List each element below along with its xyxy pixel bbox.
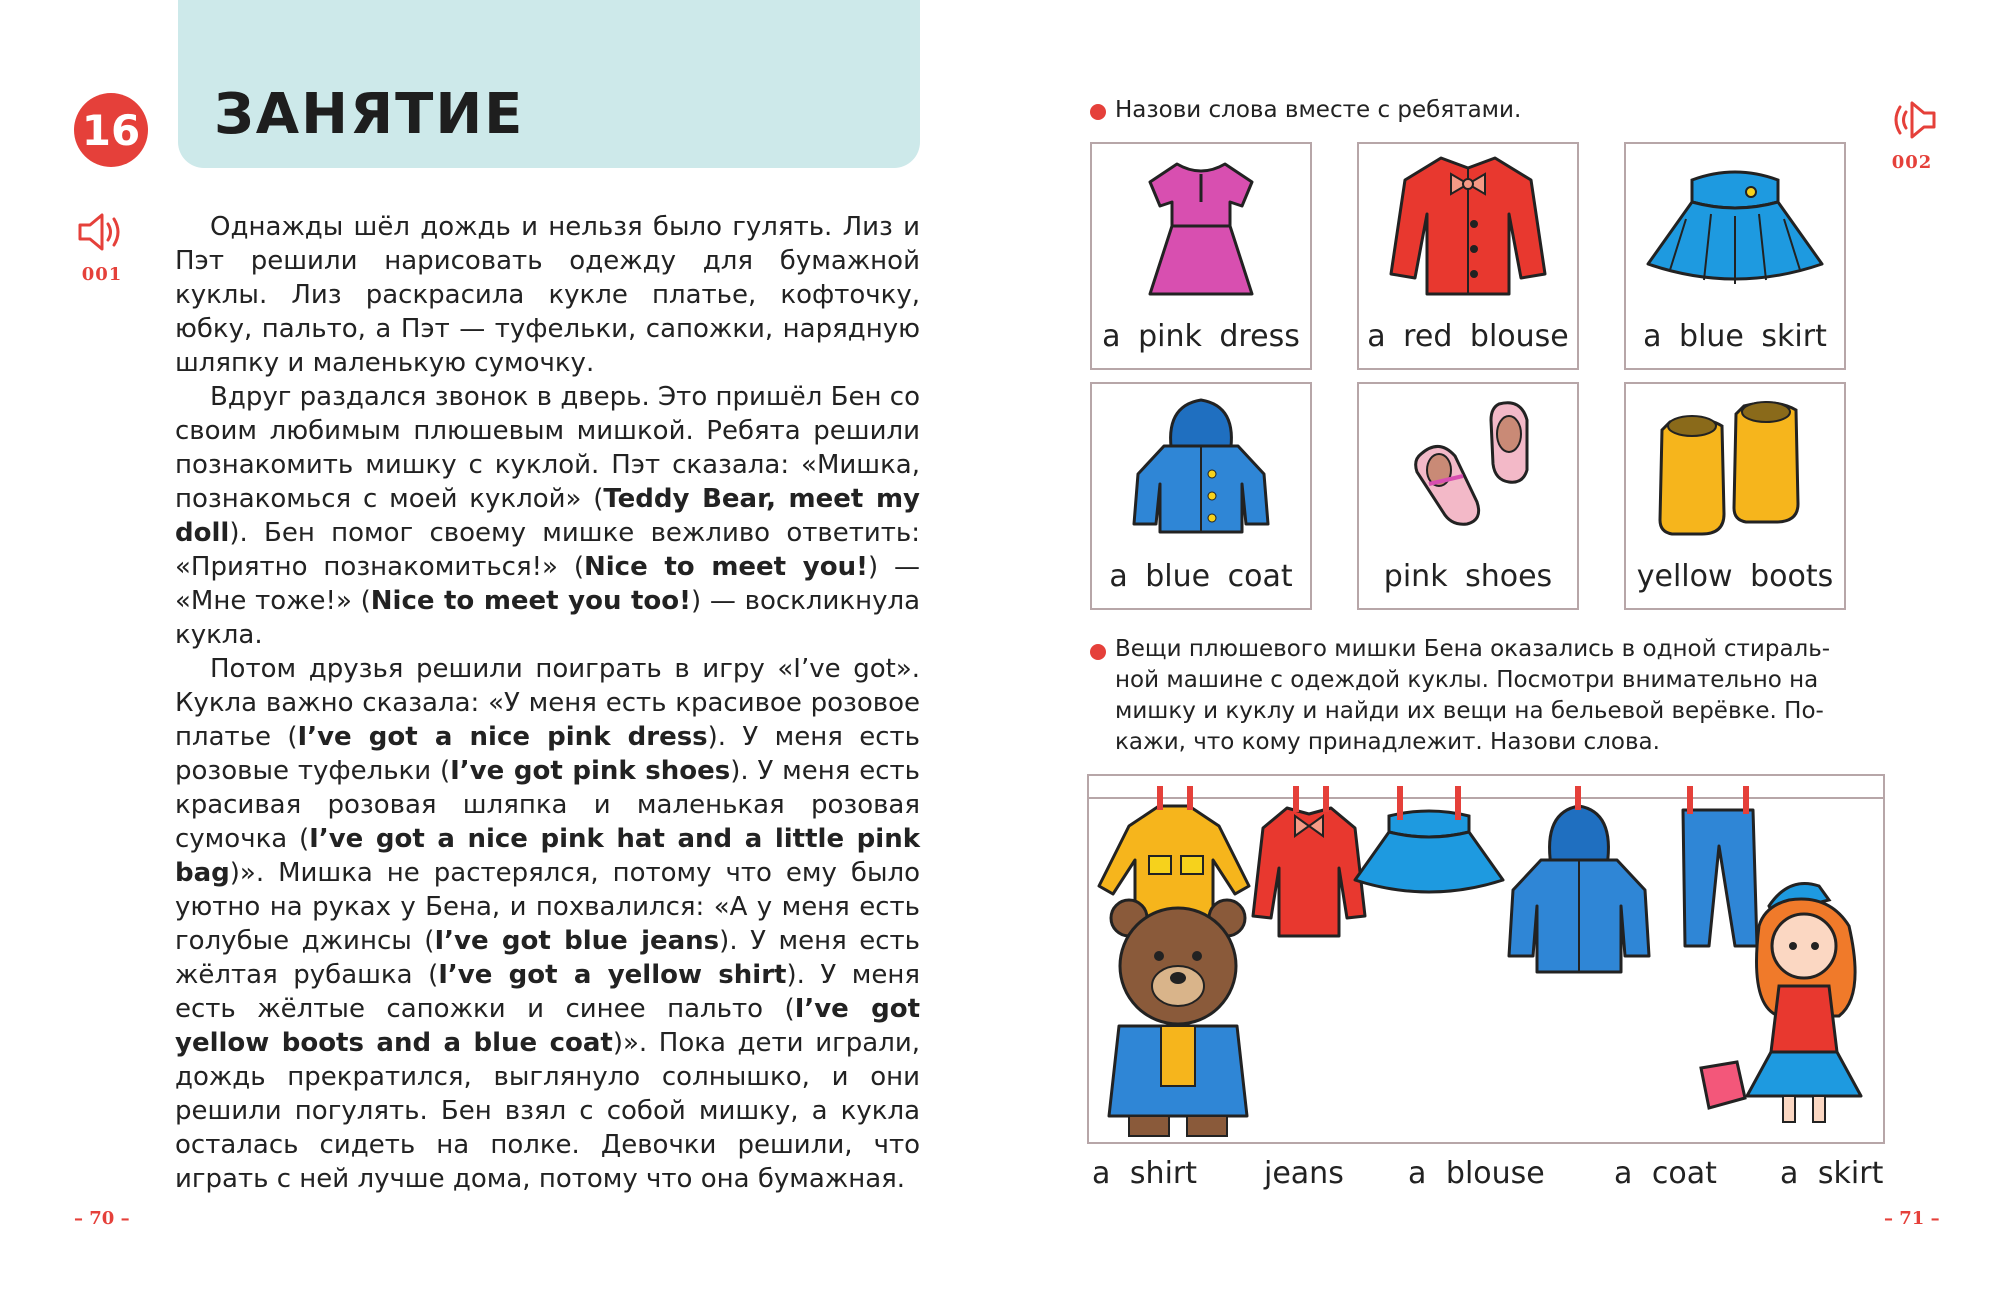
audio-track-number: 002 bbox=[1891, 152, 1933, 173]
doll-icon bbox=[1701, 884, 1861, 1123]
instruction-line: ной машине с одеждой куклы. Посмотри внимательно на bbox=[1115, 667, 1819, 693]
story-paragraph-2: Вдруг раздался звонок в дверь. Это пришёл Бен со своим любимым плюшевым мишкой. Ребята решили познакомить мишку с куклой. Пэт сказала: «Мишка, познакомься с моей куклой» (Teddy Bear, meet my doll). Бен помог своему мишке вежливо ответить: «Приятно познакомиться!» (Nice to meet you!) — «Мне тоже!» (Nice to meet you too!) — воскликнула кукла. bbox=[175, 382, 921, 650]
boots-icon bbox=[1626, 384, 1844, 544]
word-coat: a coat bbox=[1614, 1156, 1717, 1191]
english-phrase: I’ve got a nice pink dress bbox=[297, 722, 708, 752]
instruction-line: Вещи плюшевого мишки Бена оказались в одной стираль- bbox=[1115, 636, 1831, 662]
card-label: a pink dress bbox=[1102, 319, 1300, 354]
audio-button-right[interactable] bbox=[1886, 98, 1938, 173]
instruction-line: кажи, что кому принадлежит. Назови слова. bbox=[1115, 729, 1660, 755]
lesson-number-badge: 16 bbox=[74, 93, 148, 167]
skirt-on-line-icon bbox=[1355, 786, 1503, 892]
card-label: a red blouse bbox=[1367, 319, 1569, 354]
story-paragraph-3: Потом друзья решили поиграть в игру «I’ve got». Кукла важно сказала: «У меня есть красивое розовое платье (I’ve got a nice pink dress). У меня есть розовые туфельки (I’ve got pink shoes). У меня есть красивая розовая шляпка и маленькая розовая сумочка (I’ve got a nice pink hat and a little pink bag)». Мишка не растерялся, потому что ему было уютно на руках у Бена, и похвалился: «А у меня есть голубые джинсы (I’ve got blue jeans). У меня есть жёлтая рубашка (I’ve got a yellow shirt). У меня есть жёлтые сапожки и синее пальто (I’ve got yellow boots and a blue coat)». Пока дети играли, дождь прекратился, выглянуло солнышко, и они решили погулять. Бен взял с собой мишку, а кукла осталась сидеть на полке. Девочки решили, что играть с ней лучше дома, потому что она бумажная. bbox=[175, 654, 921, 1194]
jeans-on-line-icon bbox=[1683, 786, 1757, 946]
vocab-card-red-blouse bbox=[1357, 142, 1579, 370]
word-skirt: a skirt bbox=[1780, 1156, 1884, 1191]
english-phrase: Teddy Bear, meet my doll bbox=[175, 484, 920, 548]
laundry-scene bbox=[1087, 774, 1885, 1144]
coat-icon bbox=[1092, 384, 1310, 544]
skirt-icon bbox=[1626, 144, 1844, 304]
page-number-right: – 71 – bbox=[1884, 1208, 1940, 1229]
vocab-card-yellow-boots bbox=[1624, 382, 1846, 610]
vocab-card-pink-dress bbox=[1090, 142, 1312, 370]
coat-on-line-icon bbox=[1509, 786, 1649, 972]
card-label: a blue skirt bbox=[1643, 319, 1827, 354]
english-phrase: Nice to meet you! bbox=[583, 552, 868, 582]
speaker-icon bbox=[1886, 98, 1938, 142]
word-blouse: a blouse bbox=[1408, 1156, 1545, 1191]
word-jeans: jeans bbox=[1264, 1156, 1344, 1191]
instruction-line: мишку и куклу и найди их вещи на бельевой верёвке. По- bbox=[1115, 698, 1824, 724]
teddy-bear-icon bbox=[1109, 900, 1247, 1136]
vocab-card-pink-shoes bbox=[1357, 382, 1579, 610]
page-number-left: – 70 – bbox=[74, 1208, 130, 1229]
task1-instruction: Назови слова вместе с ребятами. bbox=[1115, 97, 1522, 123]
story-text bbox=[175, 210, 920, 1196]
laundry-illustration bbox=[1089, 776, 1883, 1142]
english-phrase: I’ve got a nice pink hat and a little pink bag bbox=[175, 824, 920, 888]
task-bullet bbox=[1090, 644, 1106, 660]
english-phrase: Nice to meet you too! bbox=[370, 586, 691, 616]
task2-instruction bbox=[1115, 634, 1875, 758]
english-phrase: I’ve got blue jeans bbox=[434, 926, 720, 956]
speaker-icon bbox=[76, 210, 128, 254]
blouse-on-line-icon bbox=[1253, 786, 1365, 936]
english-phrase: I’ve got pink shoes bbox=[450, 756, 731, 786]
vocab-card-blue-skirt bbox=[1624, 142, 1846, 370]
english-phrase: I’ve got a yellow shirt bbox=[438, 960, 787, 990]
vocab-card-blue-coat bbox=[1090, 382, 1312, 610]
shoes-icon bbox=[1359, 384, 1577, 544]
card-label: pink shoes bbox=[1383, 559, 1553, 594]
card-label: yellow boots bbox=[1636, 559, 1834, 594]
story-paragraph-1: Однажды шёл дождь и нельзя было гулять. Лиз и Пэт решили нарисовать одежду для бумажной куклы. Лиз раскрасила кукле платье, кофточку, юбку, пальто, а Пэт — туфельки, сапожки, нарядную шляпку и маленькую сумочку. bbox=[175, 212, 920, 378]
blouse-icon bbox=[1359, 144, 1577, 304]
word-shirt: a shirt bbox=[1092, 1156, 1197, 1191]
dress-icon bbox=[1092, 144, 1310, 304]
audio-track-number: 001 bbox=[81, 264, 123, 285]
english-phrase: I’ve got yellow boots and a blue coat bbox=[175, 994, 920, 1058]
card-label: a blue coat bbox=[1109, 559, 1293, 594]
task-bullet bbox=[1090, 104, 1106, 120]
audio-button-left[interactable] bbox=[76, 210, 128, 285]
lesson-title: ЗАНЯТИЕ bbox=[214, 82, 525, 147]
